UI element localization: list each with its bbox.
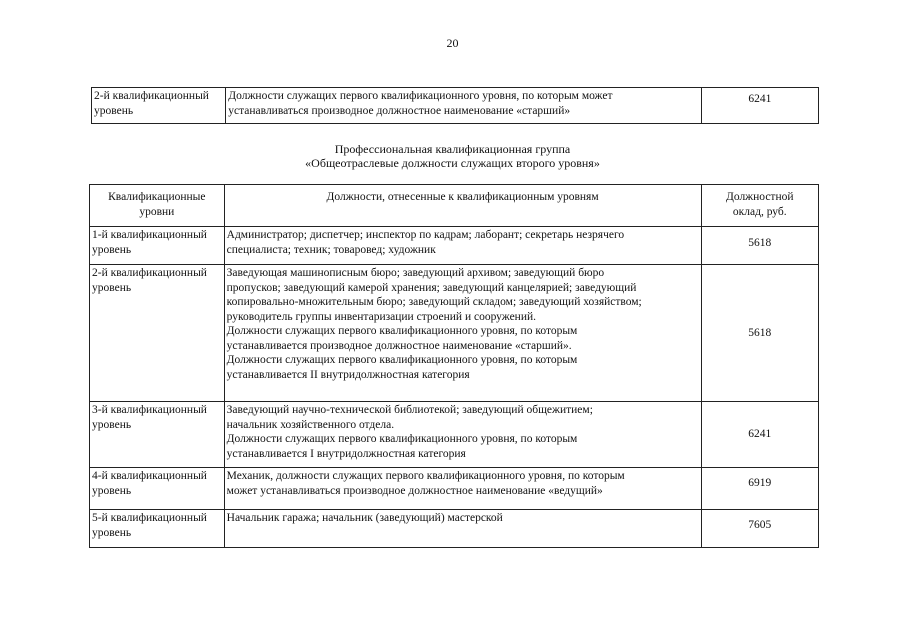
positions-line: специалиста; техник; товаровед; художник [226,243,436,256]
positions-line: Механик, должности служащих первого квалификационного уровня, по которым [226,470,625,482]
salary-cell: 6919 [701,468,818,510]
salary-cell: 7605 [701,510,818,548]
positions-line: Начальник гаража; начальник (заведующий) мастерской [226,512,503,524]
level-line: уровень [94,104,134,117]
positions-cell [224,227,701,265]
positions-line: Администратор; диспетчер; инспектор по кадрам; лаборант; секретарь незрячего [226,229,625,241]
level-line: уровень [92,243,132,256]
level-line: 3-й квалификационный [92,404,207,416]
level-cell [90,227,225,265]
level-line: 4-й квалификационный [92,470,207,482]
level-cell [90,402,225,468]
positions-cell [224,510,701,548]
salary-cell: 5618 [701,227,818,265]
positions-line: Должности служащих первого квалификационного уровня, по которым [226,325,578,337]
positions-line: руководитель группы инвентаризации строений и сооружений. [226,310,537,323]
level-line: 2-й квалификационный [94,90,209,102]
level-line: уровень [92,484,132,497]
header-level [90,185,225,227]
table-row [90,510,819,548]
header-level-line: уровни [139,205,175,218]
positions-line: устанавливается производное должностное наименование «старший». [226,339,572,352]
level-cell [90,265,225,402]
group-title-line: «Общеотраслевые должности служащих второго уровня» [305,156,600,170]
level-line: уровень [92,526,132,539]
level-line: 1-й квалификационный [92,229,207,241]
positions-line: устанавливаться производное должностное наименование «старший» [228,104,571,117]
level-cell [90,468,225,510]
table-row [90,468,819,510]
group-title [0,142,905,170]
continued-table [91,87,819,124]
positions-line: устанавливается I внутридолжностная категория [226,447,466,460]
header-level-line: Квалификационные [108,191,206,203]
positions-line: Заведующая машинописным бюро; заведующий архивом; заведующий бюро [226,267,605,279]
header-salary-line: Должностной [726,191,794,203]
positions-cell [226,88,702,124]
table-row [90,227,819,265]
positions-cell [224,468,701,510]
salary-table [89,184,819,548]
positions-line: пропусков; заведующий камерой хранения; заведующий канцелярией; заведующий [226,281,637,294]
table-row [90,265,819,402]
table-row [92,88,819,124]
header-positions: Должности, отнесенные к квалификационным уровням [224,185,701,227]
group-title-line: Профессиональная квалификационная группа [334,142,571,156]
table-header-row [90,185,819,227]
positions-line: Должности служащих первого квалификационного уровня, по которым [226,354,578,366]
level-cell [90,510,225,548]
positions-line: Должности служащих первого квалификационного уровня, по которым [226,433,578,445]
page-number: 20 [446,36,459,50]
level-line: 2-й квалификационный [92,267,207,279]
positions-line: может устанавливаться производное должностное наименование «ведущий» [226,484,603,497]
table-row [90,402,819,468]
positions-line: Должности служащих первого квалификационного уровня, по которым может [228,90,613,102]
positions-cell [224,402,701,468]
header-salary-line: оклад, руб. [732,205,787,218]
level-cell [92,88,226,124]
positions-line: устанавливается II внутридолжностная категория [226,368,470,381]
level-line: 5-й квалификационный [92,512,207,524]
positions-line: начальник хозяйственного отдела. [226,418,395,431]
salary-cell: 6241 [701,402,818,468]
positions-cell [224,265,701,402]
level-line: уровень [92,418,132,431]
positions-line: копировально-множительным бюро; заведующий складом; заведующий хозяйством; [226,296,642,308]
salary-cell: 5618 [701,265,818,402]
level-line: уровень [92,281,132,294]
positions-line: Заведующий научно-технической библиотекой; заведующий общежитием; [226,404,593,416]
salary-cell: 6241 [701,88,818,124]
header-salary [701,185,818,227]
